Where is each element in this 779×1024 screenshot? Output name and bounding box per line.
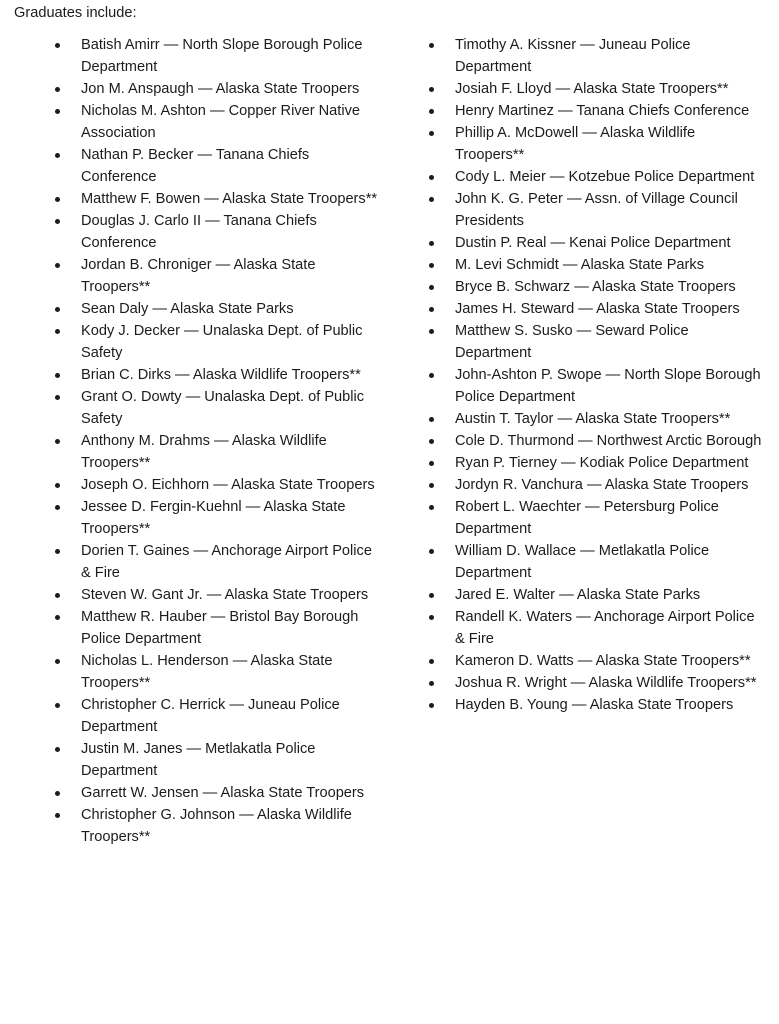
list-heading: Graduates include:	[14, 5, 137, 21]
bullet-icon	[429, 197, 434, 202]
graduate-entry: Jordyn R. Vanchura — Alaska State Troopers	[455, 477, 749, 493]
graduate-entry: Christopher C. Herrick — Juneau Police Department	[81, 697, 340, 735]
list-item	[52, 34, 382, 78]
list-item	[426, 474, 766, 496]
list-item	[52, 386, 382, 430]
list-item	[52, 496, 382, 540]
list-item	[426, 100, 766, 122]
list-item	[52, 364, 382, 386]
graduate-entry: Henry Martinez — Tanana Chiefs Conference	[455, 103, 750, 119]
list-item	[426, 430, 766, 452]
bullet-icon	[429, 307, 434, 312]
graduates-list-right	[426, 34, 766, 716]
list-item	[52, 188, 382, 210]
bullet-icon	[55, 483, 60, 488]
list-item	[426, 496, 766, 540]
graduate-entry: Sean Daly — Alaska State Parks	[81, 301, 294, 317]
graduate-entry: John-Ashton P. Swope — North Slope Borough Police Department	[455, 367, 761, 405]
graduate-entry: Ryan P. Tierney — Kodiak Police Department	[455, 455, 749, 471]
bullet-icon	[55, 263, 60, 268]
bullet-icon	[429, 329, 434, 334]
list-item	[52, 650, 382, 694]
bullet-icon	[429, 285, 434, 290]
list-item	[52, 320, 382, 364]
list-item	[426, 122, 766, 166]
bullet-icon	[429, 263, 434, 268]
bullet-icon	[55, 659, 60, 664]
list-item	[426, 78, 766, 100]
list-item	[52, 144, 382, 188]
list-item	[52, 430, 382, 474]
bullet-icon	[55, 109, 60, 114]
graduate-entry: Matthew S. Susko — Seward Police Department	[455, 323, 689, 361]
graduate-entry: Brian C. Dirks — Alaska Wildlife Troopers**	[81, 367, 361, 383]
graduate-entry: Phillip A. McDowell — Alaska Wildlife Troopers**	[455, 125, 696, 163]
bullet-icon	[429, 703, 434, 708]
graduate-entry: Kameron D. Watts — Alaska State Troopers**	[455, 653, 751, 669]
graduate-entry: Grant O. Dowty — Unalaska Dept. of Public Safety	[81, 389, 365, 427]
list-item	[426, 276, 766, 298]
graduates-list-left	[52, 34, 382, 848]
bullet-icon	[55, 747, 60, 752]
bullet-icon	[55, 505, 60, 510]
bullet-icon	[429, 175, 434, 180]
list-item	[52, 540, 382, 584]
bullet-icon	[429, 461, 434, 466]
bullet-icon	[429, 681, 434, 686]
graduate-entry: Randell K. Waters — Anchorage Airport Police & Fire	[455, 609, 755, 647]
list-item	[52, 474, 382, 496]
graduate-entry: Matthew R. Hauber — Bristol Bay Borough Police Department	[81, 609, 359, 647]
list-item	[426, 452, 766, 474]
list-item	[52, 738, 382, 782]
list-item	[426, 540, 766, 584]
graduate-entry: Nicholas M. Ashton — Copper River Native Association	[81, 103, 361, 141]
graduate-entry: Nathan P. Becker — Tanana Chiefs Conference	[81, 147, 310, 185]
graduate-entry: Dustin P. Real — Kenai Police Department	[455, 235, 731, 251]
bullet-icon	[55, 153, 60, 158]
list-item	[426, 188, 766, 232]
bullet-icon	[55, 329, 60, 334]
list-item	[426, 254, 766, 276]
bullet-icon	[429, 615, 434, 620]
bullet-icon	[429, 87, 434, 92]
graduate-entry: John K. G. Peter — Assn. of Village Council Presidents	[455, 191, 738, 229]
graduate-entry: Bryce B. Schwarz — Alaska State Troopers	[455, 279, 736, 295]
list-item	[426, 34, 766, 78]
list-item	[426, 650, 766, 672]
list-item	[52, 694, 382, 738]
bullet-icon	[429, 593, 434, 598]
list-item	[426, 408, 766, 430]
bullet-icon	[55, 395, 60, 400]
bullet-icon	[55, 813, 60, 818]
bullet-icon	[55, 791, 60, 796]
bullet-icon	[429, 43, 434, 48]
bullet-icon	[55, 87, 60, 92]
list-item	[52, 782, 382, 804]
graduate-entry: Batish Amirr — North Slope Borough Police Department	[81, 37, 363, 75]
list-item	[52, 606, 382, 650]
graduate-entry: Kody J. Decker — Unalaska Dept. of Public Safety	[81, 323, 363, 361]
bullet-icon	[429, 439, 434, 444]
bullet-icon	[429, 483, 434, 488]
bullet-icon	[429, 131, 434, 136]
graduate-entry: Cole D. Thurmond — Northwest Arctic Borough	[455, 433, 762, 449]
bullet-icon	[429, 109, 434, 114]
bullet-icon	[429, 659, 434, 664]
list-item	[426, 606, 766, 650]
graduate-entry: Nicholas L. Henderson — Alaska State Troopers**	[81, 653, 333, 691]
bullet-icon	[429, 373, 434, 378]
graduate-entry: Christopher G. Johnson — Alaska Wildlife Troopers**	[81, 807, 352, 845]
list-item	[52, 78, 382, 100]
list-item	[52, 100, 382, 144]
bullet-icon	[55, 549, 60, 554]
graduate-entry: James H. Steward — Alaska State Troopers	[455, 301, 740, 317]
graduate-entry: Jon M. Anspaugh — Alaska State Troopers	[81, 81, 360, 97]
list-item	[52, 804, 382, 848]
graduate-entry: Cody L. Meier — Kotzebue Police Department	[455, 169, 755, 185]
bullet-icon	[55, 307, 60, 312]
graduate-entry: M. Levi Schmidt — Alaska State Parks	[455, 257, 704, 273]
bullet-icon	[55, 43, 60, 48]
list-item	[52, 254, 382, 298]
list-item	[426, 672, 766, 694]
graduate-entry: Steven W. Gant Jr. — Alaska State Troopers	[81, 587, 369, 603]
bullet-icon	[55, 373, 60, 378]
graduate-entry: Austin T. Taylor — Alaska State Troopers**	[455, 411, 731, 427]
list-item	[52, 298, 382, 320]
graduate-entry: Jared E. Walter — Alaska State Parks	[455, 587, 701, 603]
bullet-icon	[429, 549, 434, 554]
bullet-icon	[55, 703, 60, 708]
graduate-entry: Dorien T. Gaines — Anchorage Airport Police & Fire	[81, 543, 372, 581]
graduate-entry: Jordan B. Chroniger — Alaska State Troopers**	[81, 257, 316, 295]
graduate-entry: Matthew F. Bowen — Alaska State Troopers**	[81, 191, 378, 207]
graduate-entry: Joshua R. Wright — Alaska Wildlife Troopers**	[455, 675, 757, 691]
bullet-icon	[55, 593, 60, 598]
bullet-icon	[55, 197, 60, 202]
graduate-entry: Justin M. Janes — Metlakatla Police Department	[81, 741, 316, 779]
list-item	[426, 232, 766, 254]
graduate-entry: Garrett W. Jensen — Alaska State Troopers	[81, 785, 365, 801]
list-item	[426, 584, 766, 606]
list-item	[426, 320, 766, 364]
list-item	[426, 298, 766, 320]
bullet-icon	[55, 439, 60, 444]
bullet-icon	[429, 417, 434, 422]
list-item	[426, 694, 766, 716]
graduate-entry: Josiah F. Lloyd — Alaska State Troopers**	[455, 81, 729, 97]
graduate-entry: Joseph O. Eichhorn — Alaska State Troopers	[81, 477, 375, 493]
list-item	[52, 584, 382, 606]
graduate-entry: Anthony M. Drahms — Alaska Wildlife Troopers**	[81, 433, 327, 471]
graduate-entry: Douglas J. Carlo II — Tanana Chiefs Conference	[81, 213, 317, 251]
bullet-icon	[55, 615, 60, 620]
bullet-icon	[429, 241, 434, 246]
graduate-entry: Robert L. Waechter — Petersburg Police Department	[455, 499, 719, 537]
graduate-entry: Hayden B. Young — Alaska State Troopers	[455, 697, 734, 713]
list-item	[426, 166, 766, 188]
graduate-entry: William D. Wallace — Metlakatla Police Department	[455, 543, 710, 581]
list-item	[426, 364, 766, 408]
graduate-entry: Timothy A. Kissner — Juneau Police Department	[455, 37, 691, 75]
graduate-entry: Jessee D. Fergin-Kuehnl — Alaska State Troopers**	[81, 499, 346, 537]
bullet-icon	[429, 505, 434, 510]
list-item	[52, 210, 382, 254]
bullet-icon	[55, 219, 60, 224]
